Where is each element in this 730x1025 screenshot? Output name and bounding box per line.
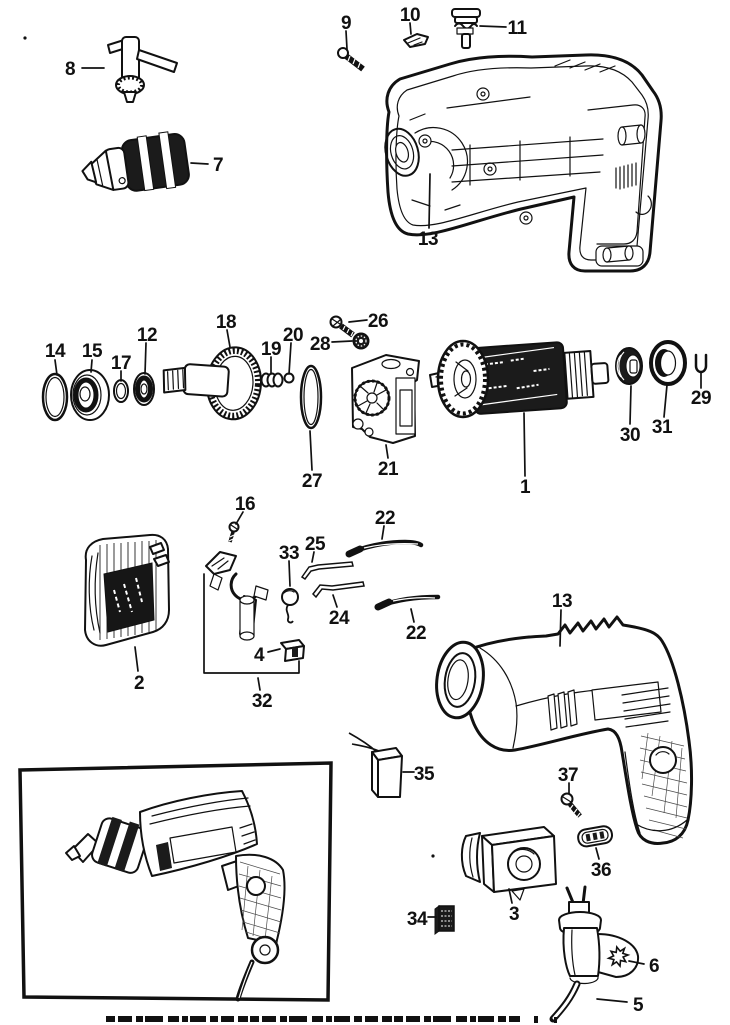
part-30-bearing xyxy=(616,348,642,384)
callout-29-clip: 29 xyxy=(690,387,712,409)
part-5-cord xyxy=(553,984,577,1019)
callout-25-spring-strip: 25 xyxy=(304,533,326,555)
callout-34-block: 34 xyxy=(406,908,428,930)
callout-8-chuck-key: 8 xyxy=(64,58,76,80)
callout-12-ring: 12 xyxy=(136,324,158,346)
clipped-print-artifact xyxy=(106,1016,557,1023)
part-10-clip xyxy=(404,34,428,47)
callout-13-upper-housing: 13 xyxy=(417,228,439,250)
callout-27-o-ring: 27 xyxy=(301,470,323,492)
callout-5-cord: 5 xyxy=(632,994,644,1016)
part-34-block xyxy=(435,906,454,934)
callout-17-washer: 17 xyxy=(110,352,132,374)
leader-13-lower-housing xyxy=(560,610,561,646)
leader-13-upper-housing xyxy=(429,174,430,228)
callout-9-screw: 9 xyxy=(340,12,352,34)
part-16-screw xyxy=(229,523,239,543)
leader-24-spring-strip xyxy=(333,595,337,607)
part-1-armature xyxy=(430,339,610,417)
part-22-wire-lower xyxy=(378,597,438,607)
callout-1-armature: 1 xyxy=(519,476,531,498)
part-2-field xyxy=(85,535,169,646)
leader-14-o-ring xyxy=(55,360,57,375)
part-15-bearing xyxy=(71,370,109,420)
part-8-chuck-key xyxy=(108,37,177,102)
part-21-gear-case xyxy=(352,355,419,443)
part-31-retainer xyxy=(651,342,685,384)
callout-10-clip: 10 xyxy=(399,4,421,26)
part-22-wire-upper xyxy=(349,542,421,554)
leader-5-cord xyxy=(597,999,627,1002)
leader-21-gear-case xyxy=(386,445,388,458)
part-20-ring xyxy=(285,374,294,383)
part-36-button xyxy=(577,825,613,848)
part-14-o-ring xyxy=(43,374,67,420)
callout-36-button: 36 xyxy=(590,859,612,881)
callout-16-screw: 16 xyxy=(234,493,256,515)
part-13-lower-housing xyxy=(432,617,692,843)
part-24-spring-strip xyxy=(313,582,364,597)
leader-7-chuck xyxy=(191,163,208,164)
part-7-chuck xyxy=(79,130,191,200)
callout-35-capacitor: 35 xyxy=(413,763,435,785)
part-28-nut xyxy=(354,334,369,349)
callout-33-brush: 33 xyxy=(278,542,300,564)
leader-4-brush-block xyxy=(268,649,280,652)
part-19-spring xyxy=(262,374,283,387)
leader-1-armature xyxy=(524,413,525,476)
callout-26-screw: 26 xyxy=(367,310,389,332)
leader-30-bearing xyxy=(630,386,631,424)
callout-3-switch: 3 xyxy=(508,903,520,925)
leader-32-brush-holder xyxy=(258,678,260,690)
part-25-spring-strip xyxy=(302,562,353,579)
part-29-clip xyxy=(696,355,706,372)
part-35-capacitor xyxy=(349,733,402,797)
leader-22-wire-lower xyxy=(411,609,414,622)
part-4-brush-block xyxy=(281,640,304,661)
part-18-gear-spindle xyxy=(161,342,264,421)
callout-30-bearing: 30 xyxy=(619,424,641,446)
callout-15-bearing: 15 xyxy=(81,340,103,362)
part-33-brush xyxy=(282,589,298,622)
callout-2-field: 2 xyxy=(133,672,145,694)
callout-28-nut: 28 xyxy=(309,333,331,355)
callout-14-o-ring: 14 xyxy=(44,340,66,362)
callout-22-wire-upper: 22 xyxy=(374,507,396,529)
part-27-o-ring xyxy=(301,366,321,428)
inset-assembled-drill xyxy=(20,763,331,1000)
callout-4-brush-block: 4 xyxy=(253,644,265,666)
leader-33-brush xyxy=(289,561,290,586)
leader-20-ring xyxy=(289,343,291,374)
leader-11-screw xyxy=(480,26,506,27)
leader-2-field xyxy=(135,647,138,671)
callout-19-spring: 19 xyxy=(260,338,282,360)
part-9-screw xyxy=(338,48,363,69)
callout-7-chuck: 7 xyxy=(212,154,224,176)
leader-36-button xyxy=(596,848,599,859)
leader-12-ring xyxy=(145,343,146,374)
leader-28-nut xyxy=(332,341,352,342)
callout-37-screw: 37 xyxy=(557,764,579,786)
callout-21-gear-case: 21 xyxy=(377,458,399,480)
callout-24-spring-strip: 24 xyxy=(328,607,350,629)
leader-31-retainer xyxy=(664,385,667,417)
part-26-screw xyxy=(331,317,354,337)
callout-6-cord-protector: 6 xyxy=(648,955,660,977)
leader-27-o-ring xyxy=(310,431,312,470)
callout-31-retainer: 31 xyxy=(651,416,673,438)
part-6-cord-protector xyxy=(559,887,638,984)
part-17-washer xyxy=(114,380,128,402)
callout-20-ring: 20 xyxy=(282,324,304,346)
part-32-brush-holder-assembly xyxy=(206,552,268,640)
part-37-screw xyxy=(562,794,581,818)
callout-18-gear-spindle: 18 xyxy=(215,311,237,333)
callout-13-lower-housing: 13 xyxy=(551,590,573,612)
leader-26-screw xyxy=(349,320,367,322)
callout-11-screw: 11 xyxy=(507,17,527,39)
part-12-ring xyxy=(134,373,154,405)
print-specks xyxy=(23,36,434,857)
callout-22-wire-lower: 22 xyxy=(405,622,427,644)
part-11-screw xyxy=(452,9,480,48)
callout-32-brush-holder: 32 xyxy=(251,690,273,712)
